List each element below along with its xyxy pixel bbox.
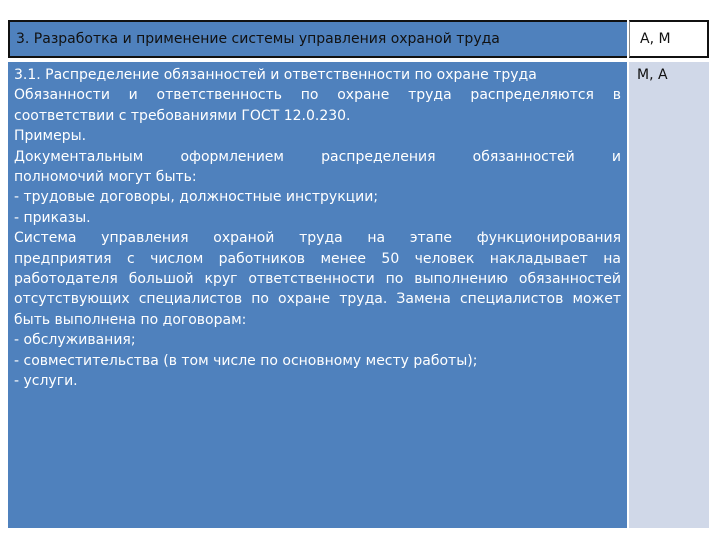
- body-line: полномочий могут быть:: [14, 169, 197, 186]
- body-line: Документальным оформлением распределения обязанностей и: [14, 148, 621, 165]
- section-title-cell: [8, 20, 627, 58]
- subsection-heading: 3.1. Распределение обязанностей и ответственности по охране труда: [14, 67, 537, 83]
- body-codes: М, А: [637, 67, 668, 83]
- body-line: - совместительства (в том числе по основному месту работы);: [14, 352, 478, 369]
- section-codes: А, М: [640, 31, 671, 47]
- body-line: Система управления охраной труда на этапе функционирования: [14, 230, 621, 247]
- content-table: [8, 20, 709, 528]
- body-line: Обязанности и ответственность по охране труда распределяются в: [14, 87, 621, 104]
- body-line: - услуги.: [14, 373, 78, 390]
- body-line: Примеры.: [14, 128, 87, 145]
- body-line: предприятия с числом работников менее 50 человек накладывает на: [14, 250, 621, 267]
- body-codes-cell: [629, 62, 709, 528]
- body-line: работодателя большой круг ответственности по выполнению обязанностей: [14, 271, 621, 288]
- body-line: быть выполнена по договорам:: [14, 311, 247, 328]
- body-line: соответствии с требованиями ГОСТ 12.0.230.: [14, 107, 351, 124]
- body-line: отсутствующих специалистов по охране труда. Замена специалистов может: [14, 291, 621, 308]
- body-text-cell: [8, 62, 627, 528]
- body-line: - приказы.: [14, 209, 91, 226]
- body-line: - обслуживания;: [14, 332, 136, 349]
- body-line: - трудовые договоры, должностные инструкции;: [14, 189, 379, 206]
- section-codes-cell: [629, 20, 709, 58]
- section-title: 3. Разработка и применение системы управления охраной труда: [16, 31, 500, 47]
